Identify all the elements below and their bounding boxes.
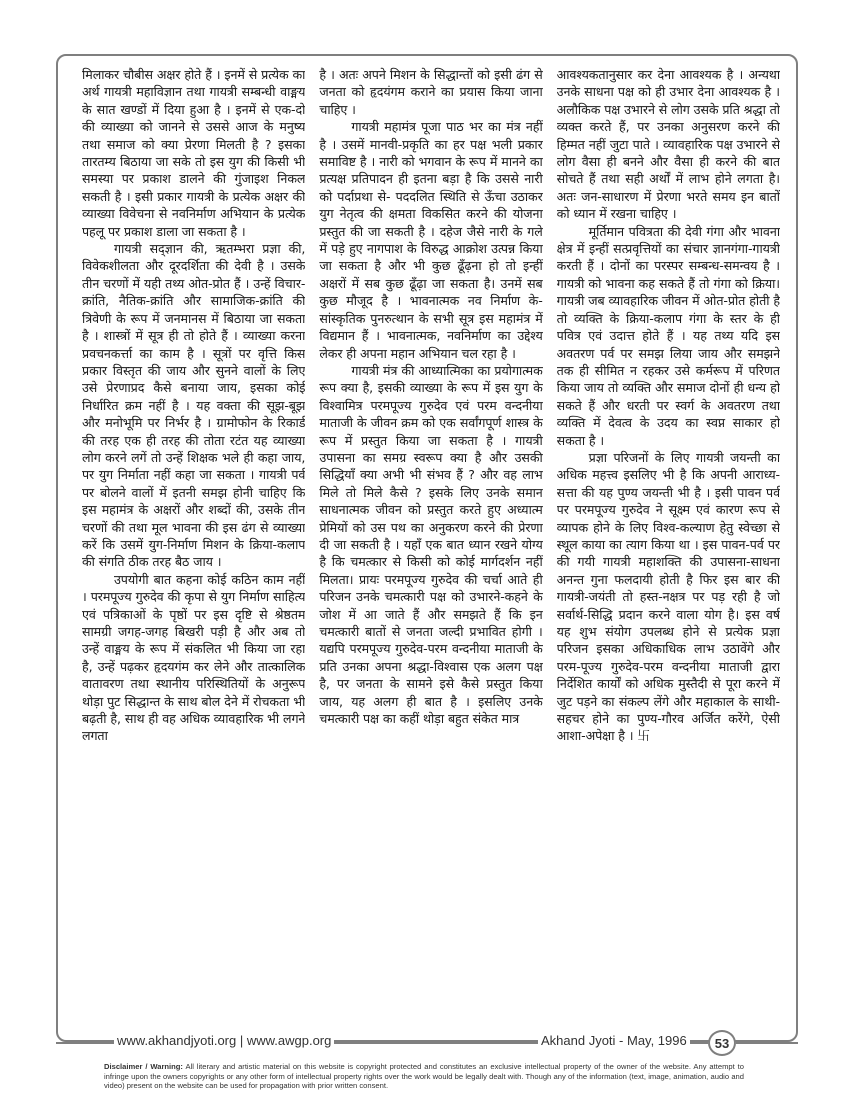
paragraph: मूर्तिमान पवित्रता की देवी गंगा और भावना क्षेत्र में इन्हीं सत्प्रवृत्तियों का संचार ज्ञानगंगा-गायत्री करती हैं । दोनों का परस्पर सम्बन्ध-समन्वय है । गायत्री को भावना कह सकते हैं तो गंगा को क्रिया। गायत्री जब व्यावहारिक जीवन में ओत-प्रोत होती है तो व्यक्ति के क्रिया-कलाप गंगा के स्तर के ही पवित्र एवं उदात्त होते हैं । यह तथ्य यदि इस अवतरण पर्व पर समझ लिया जाय और समझने तक ही सीमित न रहकर उसे कर्मरूप में परिणत किया जाय तो व्यक्ति और समाज दोनों ही धन्य हो सकते हैं और धरती पर स्वर्ग के अवतरण तथा व्यक्ति में देवत्व के उदय का स्वप्न साकार हो सकता है । xyxy=(556,223,780,448)
footer-rule xyxy=(736,1042,798,1044)
paragraph: उपयोगी बात कहना कोई कठिन काम नहीं । परमपूज्य गुरुदेव की कृपा से युग निर्माण साहित्य एवं पत्रिकाओं के पृष्ठों पर इस दृष्टि से श्रेष्ठतम सामग्री जगह-जगह बिखरी पड़ी है और अब तो उन्हें वाङ्मय के रूप में संकलित भी किया जा रहा है, उन्हें पढ़कर हृदयगंम कर लेने और तात्कालिक वातावरण तथा स्थानीय परिस्थितियों के अनुरूप थोड़ा पुट सिद्धान्त के साथ बोल देने में रोचकता भी बढ़ती है, साथ ही वह अधिक व्यावहारिक भी लगने लगता xyxy=(82,571,306,744)
disclaimer-text: All literary and artistic material on this website is copyright protected and constitutes an exclusive intellectual property of the owner of the website. Any attempt to infringe upon the owners copyrights or any other form of intellectual property rights over the work would be legally dealt with. Though any of the information (text, image, animation, audio and video) present on the website can be used for propagation with prior written consent. xyxy=(104,1062,744,1091)
disclaimer-label: Disclaimer / Warning: xyxy=(104,1062,183,1071)
website-links[interactable]: www.akhandjyoti.org | www.awgp.org xyxy=(114,1033,334,1048)
paragraph: गायत्री सद्ज्ञान की, ऋतम्भरा प्रज्ञा की, विवेकशीलता और दूरदर्शिता की देवी है । उसके तीन चरणों में यही तथ्य ओत-प्रोत हैं । उन्हें विचार-क्रांति, नैतिक-क्रांति और सामाजिक-क्रांति की त्रिवेणी के रूप में जनमानस में बिठाया जा सकता है । शास्त्रों में सूत्र ही तो होते हैं । व्याख्या करना प्रवचनकर्त्ता का काम है । सूत्रों पर वृत्ति किस प्रकार विस्तृत की जाय और सुनने वालों के लिए उसे प्रेरणाप्रद कैसे बनाया जाय, इसका कोई निर्धारित क्रम नहीं है । यह वक्ता की सूझ-बूझ और मनोभूमि पर निर्भर है । ग्रामोफोन के रिकार्ड की तरह एक ही तरह की तोता रटंत यह व्याख्या लोग करने लगें तो उन्हें शिक्षक भले ही कहा जाय, पर युग निर्माता नहीं कहा जा सकता । गायत्री पर्व पर बोलने वालों में इतनी समझ होनी चाहिए कि इस महामंत्र के अक्षरों और शब्दों की, उसके तीन चरणों की तथा मूल भावना की इस ढंग से व्याख्या करें कि उसमें युग-निर्माण मिशन के क्रिया-कलाप की संगति ठीक तरह बैठ जाय । xyxy=(82,241,306,570)
column-3 xyxy=(557,66,780,1026)
paragraph: गायत्री महामंत्र पूजा पाठ भर का मंत्र नहीं है । उसमें मानवी-प्रकृति का हर पक्ष भली प्रकार समाविष्ट है । नारी को भगवान के रूप में मानने का प्रत्यक्ष प्रतिपादन ही इतना बड़ा है कि उससे नारी को पर्दाप्रथा से- पददलित स्थिति से ऊँचा उठाकर युग नेतृत्व की क्षमता विकसित करने की योजना प्रस्तुत की जा सकती है । दहेज जैसे नारी के गले में पड़े हुए नागपाश के विरुद्ध आक्रोश उत्पन्न किया जा सकता है और भी कुछ ढूँढ़ना हो तो इन्हीं अक्षरों में सब कुछ ढूँढ़ा जा सकता है। उनमें सब कुछ मौजूद है । भावनात्मक नव निर्माण के- सांस्कृतिक पुनरुत्थान के सभी सूत्र इस महामंत्र में विद्यमान हैं । भावनात्मक, नवनिर्माण का उद्देश्य लेकर ही अपना महान अभियान चल रहा है । xyxy=(319,119,543,361)
paragraph: मिलाकर चौबीस अक्षर होते हैं । इनमें से प्रत्येक का अर्थ गायत्री महाविज्ञान तथा गायत्री सम्बन्धी वाङ्मय के सात खण्डों में दिया हुआ है । इनमें से एक-दो की व्याख्या को जानने से उससे आज के मनुष्य तथा समाज को क्या प्रेरणा मिलती है ? इसका तारतम्य बिठाया जा सके तो इस युग की किसी भी समस्या पर प्रकाश डालने की गुंजाइश निकल सकती है । इसी प्रकार गायत्री के प्रत्येक अक्षर की व्याख्या विवेचना से नवनिर्माण अभियान के प्रत्येक पहलू पर प्रकाश डाला जा सकता है । xyxy=(82,67,306,239)
publication-issue: Akhand Jyoti - May, 1996 xyxy=(538,1033,690,1048)
page-number-badge: 53 xyxy=(708,1030,736,1056)
page-footer xyxy=(0,1030,850,1058)
paragraph: है । अतः अपने मिशन के सिद्धान्तों को इसी ढंग से जनता को हृदयंगम कराने का प्रयास किया जाना चाहिए । xyxy=(319,67,543,117)
paragraph: आवश्यकतानुसार कर देना आवश्यक है । अन्यथा उनके साधना पक्ष को ही उभार देना आवश्यक है । अलौकिक पक्ष उभारने से लोग उसके प्रति श्रद्धा तो व्यक्त करते हैं, पर उनका अनुसरण करने की हिम्मत नहीं जुटा पाते । व्यावहारिक पक्ष उभारने से लोग वैसा ही बनने और वैसा ही करने की बात सोचते हैं तथा सही अर्थों में लाभ होने लगता है। अतः जन-साधारण में प्रेरणा भरते समय इन बातों को ध्यान में रखना चाहिए । xyxy=(556,67,780,222)
article-body xyxy=(82,66,780,1026)
column-2 xyxy=(319,66,542,1026)
column-1 xyxy=(82,66,305,1026)
disclaimer xyxy=(104,1062,744,1091)
paragraph: गायत्री मंत्र की आध्यात्मिका का प्रयोगात्मक रूप क्या है, इसकी व्याख्या के रूप में इस युग के विश्वामित्र परमपूज्य गुरुदेव एवं परम वन्दनीया माताजी के जीवन क्रम को एक सर्वांगपूर्ण शास्त्र के रूप में प्रस्तुत किया जा सकता है । गायत्री उपासना का समग्र स्वरूप क्या है और उसकी सिद्धियाँ क्या अभी भी संभव हैं ? और वह लाभ मिले तो मिले कैसे ? इसके लिए उनके समान साधनात्मक जीवन को प्रस्तुत करते हुए अध्यात्म प्रेमियों को उस पथ का अनुकरण करने की प्रेरणा दी जा सकती है । यहाँ एक बात ध्यान रखने योग्य है कि चमत्कार से किसी को कोई मार्गदर्शन नहीं मिलता। प्रायः परमपूज्य गुरुदेव की चर्चा आते ही परिजन उनके चमत्कारी पक्ष को उभारने-कहने के जोश में आ जाते हैं और समझते हैं कि इन चमत्कारी बातों से जनता जल्दी प्रभावित होगी । यद्यपि परमपूज्य गुरुदेव-परम वन्दनीया माताजी के प्रति उनका अपना श्रद्धा-विश्वास एक अलग पक्ष है, पर जनता के सामने इसे कैसे प्रस्तुत किया जाय, यह अलग ही बात है । इसलिए उनके चमत्कारी पक्ष का कहीं थोड़ा बहुत संकेत मात्र xyxy=(319,362,543,727)
paragraph: प्रज्ञा परिजनों के लिए गायत्री जयन्ती का अधिक महत्त्व इसलिए भी है कि अपनी आराध्य-सत्ता की यह पुण्य जयन्ती भी है । इसी पावन पर्व पर परमपूज्य गुरुदेव ने सूक्ष्म एवं कारण रूप से व्यापक होने के लिए विश्व-कल्याण हेतु स्वेच्छा से स्थूल काया का त्याग किया था । इस पावन-पर्व पर की गयी गायत्री महाशक्ति की उपासना-साधना अनन्त गुना फलदायी होती है फिर इस बार की गायत्री-जयंती तो हस्त-नक्षत्र पर पड़ रही है जो सर्वार्थ-सिद्धि प्रदान करने वाला योग है। इस वर्ष यह शुभ संयोग उपलब्ध होने से प्रत्येक प्रज्ञा परिजन इसका अधिकाधिक लाभ उठावेंगे और परम-पूज्य गुरुदेव-परम वन्दनीया माताजी द्वारा निर्देशित कार्यों को अधिक मुस्तैदी से पूरा करने में जुट पड़ने का संकल्प लेंगे और महाकाल के साथी-सहचर होने का पुण्य-गौरव अर्जित करेंगे, ऐसी आशा-अपेक्षा है । 卐 xyxy=(556,449,780,744)
